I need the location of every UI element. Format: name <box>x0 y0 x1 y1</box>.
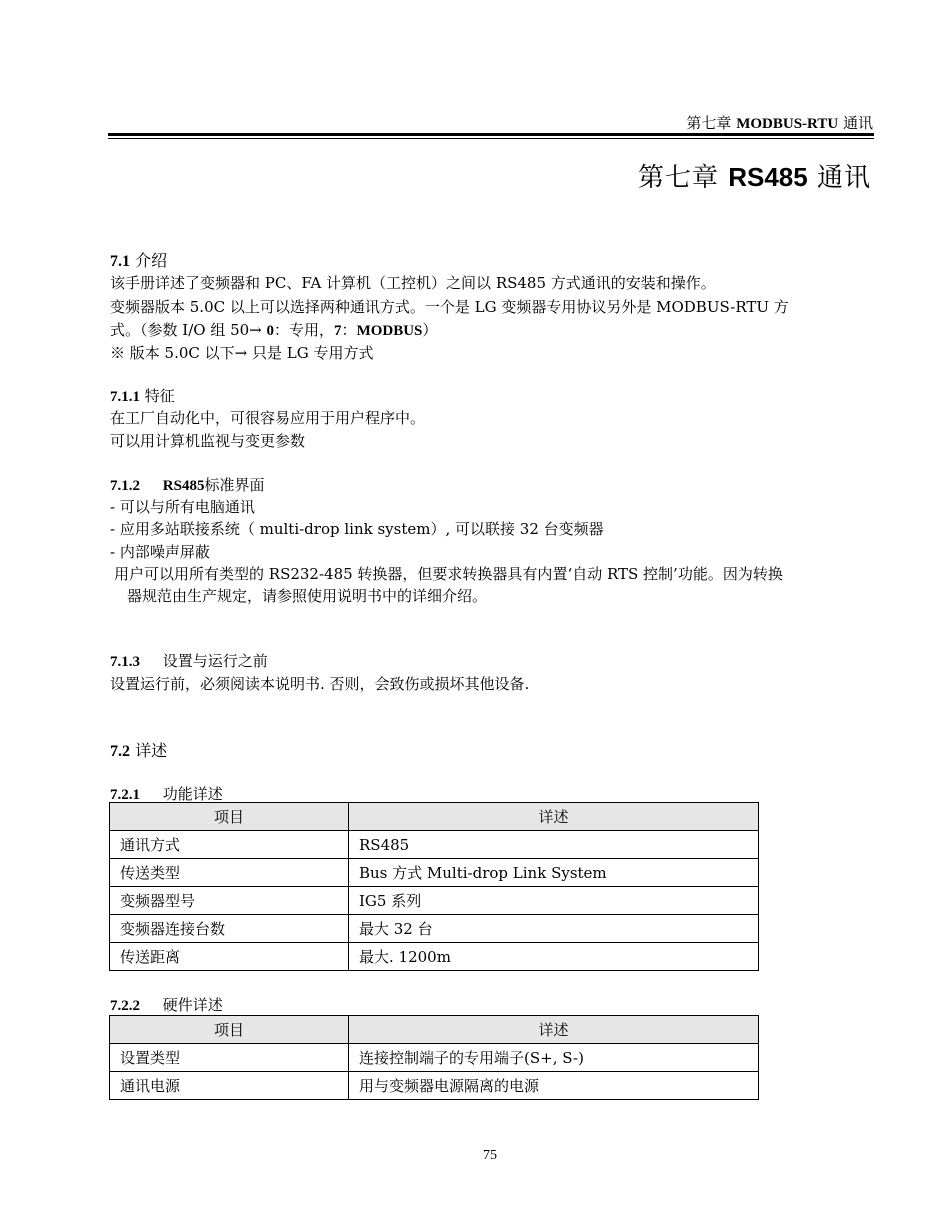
table-cell: 通讯方式 <box>110 831 349 859</box>
section-title-bold: RS485 <box>162 478 205 494</box>
table-cell: 通讯电源 <box>110 1072 349 1100</box>
section-7-1-1-heading <box>110 385 175 406</box>
table-header-cell: 详述 <box>349 803 759 831</box>
section-number: 7.1.3 <box>110 654 140 670</box>
running-header-prefix: 第七章 <box>686 114 732 132</box>
bullet-item: - 可以与所有电脑通讯 <box>110 498 255 516</box>
text-run: ：专用， <box>274 321 335 339</box>
text-run: 7 <box>334 323 342 339</box>
section-title: 硬件详述 <box>162 996 223 1014</box>
running-header <box>686 112 873 133</box>
text-run: 0 <box>266 323 275 339</box>
paragraph: 可以用计算机监视与变更参数 <box>110 432 306 450</box>
table-header-row <box>110 803 759 831</box>
table-row <box>110 831 759 859</box>
table-cell: 传送类型 <box>110 859 349 887</box>
table-cell: IG5 系列 <box>349 887 759 915</box>
section-7-2-1-heading <box>110 783 223 804</box>
table-row <box>110 887 759 915</box>
header-rule-thin <box>108 138 874 139</box>
section-number: 7.2.2 <box>110 998 140 1014</box>
section-7-1-2-heading <box>110 474 264 495</box>
table-row <box>110 915 759 943</box>
paragraph: 该手册详述了变频器和 PC、FA 计算机（工控机）之间以 RS485 方式通讯的安装和操作。 <box>110 274 716 292</box>
paragraph: 在工厂自动化中，可很容易应用于用户程序中。 <box>110 409 426 427</box>
table-row <box>110 1044 759 1072</box>
bullet-item: - 应用多站联接系统（ multi-drop link system）, 可以联接 32 台变频器 <box>110 520 604 538</box>
function-spec-table <box>109 802 759 971</box>
chapter-title <box>638 157 871 194</box>
section-number: 7.1.2 <box>110 478 140 494</box>
table-cell: 连接控制端子的专用端子(S+, S-) <box>349 1044 759 1072</box>
chapter-title-suffix: 通讯 <box>816 163 871 193</box>
section-title: 功能详述 <box>162 785 223 803</box>
section-number: 7.1.1 <box>110 389 140 405</box>
section-title: 特征 <box>144 387 175 405</box>
table-cell: 最大 32 台 <box>349 915 759 943</box>
table-cell: Bus 方式 Multi-drop Link System <box>349 859 759 887</box>
text-run: 式。（参数 I/O 组 50→ <box>110 321 262 339</box>
chapter-title-bold: RS485 <box>728 162 808 192</box>
section-title: 标准界面 <box>204 476 265 494</box>
section-title: 设置与运行之前 <box>162 652 268 670</box>
header-rule-thick <box>108 133 874 136</box>
table-cell: 最大. 1200m <box>349 943 759 971</box>
chapter-title-prefix: 第七章 <box>637 163 719 193</box>
paragraph: 用户可以用所有类型的 RS232-485 转换器，但要求转换器具有内置‘自动 RTS 控制’功能。因为转换 <box>114 565 783 583</box>
table-cell: 传送距离 <box>110 943 349 971</box>
table-header-row <box>110 1016 759 1044</box>
section-7-1-heading <box>110 248 167 271</box>
section-number: 7.2 <box>110 743 130 760</box>
section-title: 介绍 <box>135 251 168 270</box>
table-header-cell: 详述 <box>349 1016 759 1044</box>
paragraph <box>110 319 437 340</box>
table-row <box>110 943 759 971</box>
text-run: ） <box>422 321 438 339</box>
paragraph: 变频器版本 5.0C 以上可以选择两种通讯方式。一个是 LG 变频器专用协议另外是 MODBUS-RTU 方 <box>110 298 789 316</box>
table-cell: 用与变频器电源隔离的电源 <box>349 1072 759 1100</box>
running-header-suffix: 通讯 <box>842 114 873 132</box>
table-cell: 设置类型 <box>110 1044 349 1072</box>
table-row <box>110 1072 759 1100</box>
section-7-2-heading <box>110 738 167 761</box>
section-title: 详述 <box>135 741 168 760</box>
section-7-2-2-heading <box>110 994 223 1015</box>
paragraph: 器规范由生产规定，请参照使用说明书中的详细介绍。 <box>127 587 488 605</box>
table-header-cell: 项目 <box>110 803 349 831</box>
table-cell: 变频器型号 <box>110 887 349 915</box>
section-number: 7.2.1 <box>110 787 140 803</box>
table-cell: 变频器连接台数 <box>110 915 349 943</box>
text-run: ： <box>341 321 357 339</box>
note: ※ 版本 5.0C 以下→ 只是 LG 专用方式 <box>110 344 374 362</box>
table-header-cell: 项目 <box>110 1016 349 1044</box>
table-cell: RS485 <box>349 831 759 859</box>
section-number: 7.1 <box>110 253 130 270</box>
paragraph: 设置运行前，必须阅读本说明书. 否则，会致伤或损坏其他设备. <box>110 675 530 693</box>
text-run: MODBUS <box>356 323 423 339</box>
page-number: 75 <box>483 1148 497 1163</box>
running-header-bold: MODBUS-RTU <box>736 116 839 132</box>
section-7-1-3-heading <box>110 650 268 671</box>
hardware-spec-table <box>109 1015 759 1100</box>
bullet-item: - 内部噪声屏蔽 <box>110 543 210 561</box>
table-row <box>110 859 759 887</box>
